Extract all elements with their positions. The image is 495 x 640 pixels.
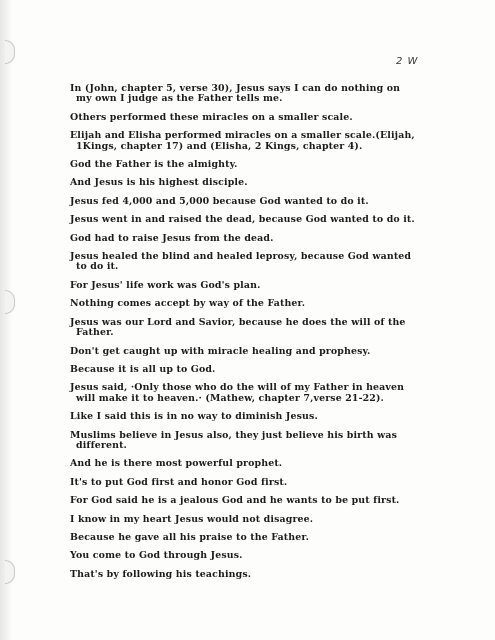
page-number-mark: 2 W — [396, 56, 419, 67]
paragraph: Jesus healed the blind and healed leprosy, because God wanted to do it. — [70, 251, 412, 273]
paragraph: Like I said this is in no way to diminish Jesus. — [70, 411, 318, 423]
paragraph: I know in my heart Jesus would not disagree. — [70, 513, 314, 525]
page-edge-shadow — [0, 0, 12, 640]
paragraph: God had to raise Jesus from the dead. — [70, 232, 274, 244]
paragraph: Nothing comes accept by way of the Father. — [70, 298, 306, 310]
paragraph: And he is there most powerful prophet. — [70, 458, 283, 470]
paragraph: Jesus went in and raised the dead, because God wanted to do it. — [70, 214, 415, 226]
paragraph: Muslims believe in Jesus also, they just believe his birth was different. — [70, 429, 398, 451]
paragraph: It's to put God first and honor God first. — [70, 476, 288, 488]
paragraph: Jesus fed 4,000 and 5,000 because God wanted to do it. — [70, 195, 369, 207]
paragraph: Jesus was our Lord and Savior, because he does the will of the Father. — [70, 316, 406, 339]
paragraph: In (John, chapter 5, verse 30), Jesus says I can do nothing on my own I judge as the Father tells me. — [70, 83, 401, 105]
paragraph: For God said he is a jealous God and he wants to be put first. — [70, 495, 400, 507]
binder-hole — [5, 560, 15, 584]
paragraph: Because it is all up to God. — [70, 363, 216, 375]
binder-hole — [5, 290, 15, 314]
paragraph: And Jesus is his highest disciple. — [70, 177, 248, 189]
paragraph: Jesus said, ·Only those who do the will of my Father in heaven will make it to heaven.· (Mathew, chapter 7,verse 21-22). — [70, 382, 405, 404]
paragraph: You come to God through Jesus. — [70, 550, 243, 562]
document-body — [70, 84, 415, 588]
paragraph: For Jesus' life work was God's plan. — [70, 279, 261, 291]
binder-hole — [5, 40, 15, 64]
paragraph: Don't get caught up with miracle healing and prophesy. — [70, 345, 371, 357]
paragraph: Because he gave all his praise to the Father. — [70, 531, 310, 543]
paragraph: God the Father is the almighty. — [70, 159, 238, 171]
paragraph: That's by following his teachings. — [70, 568, 252, 580]
paragraph: Elijah and Elisha performed miracles on a smaller scale.(Elijah, 1Kings, chapter 17) and (Elisha, 2 Kings, chapter 4). — [70, 130, 415, 152]
paragraph: Others performed these miracles on a smaller scale. — [70, 111, 353, 123]
